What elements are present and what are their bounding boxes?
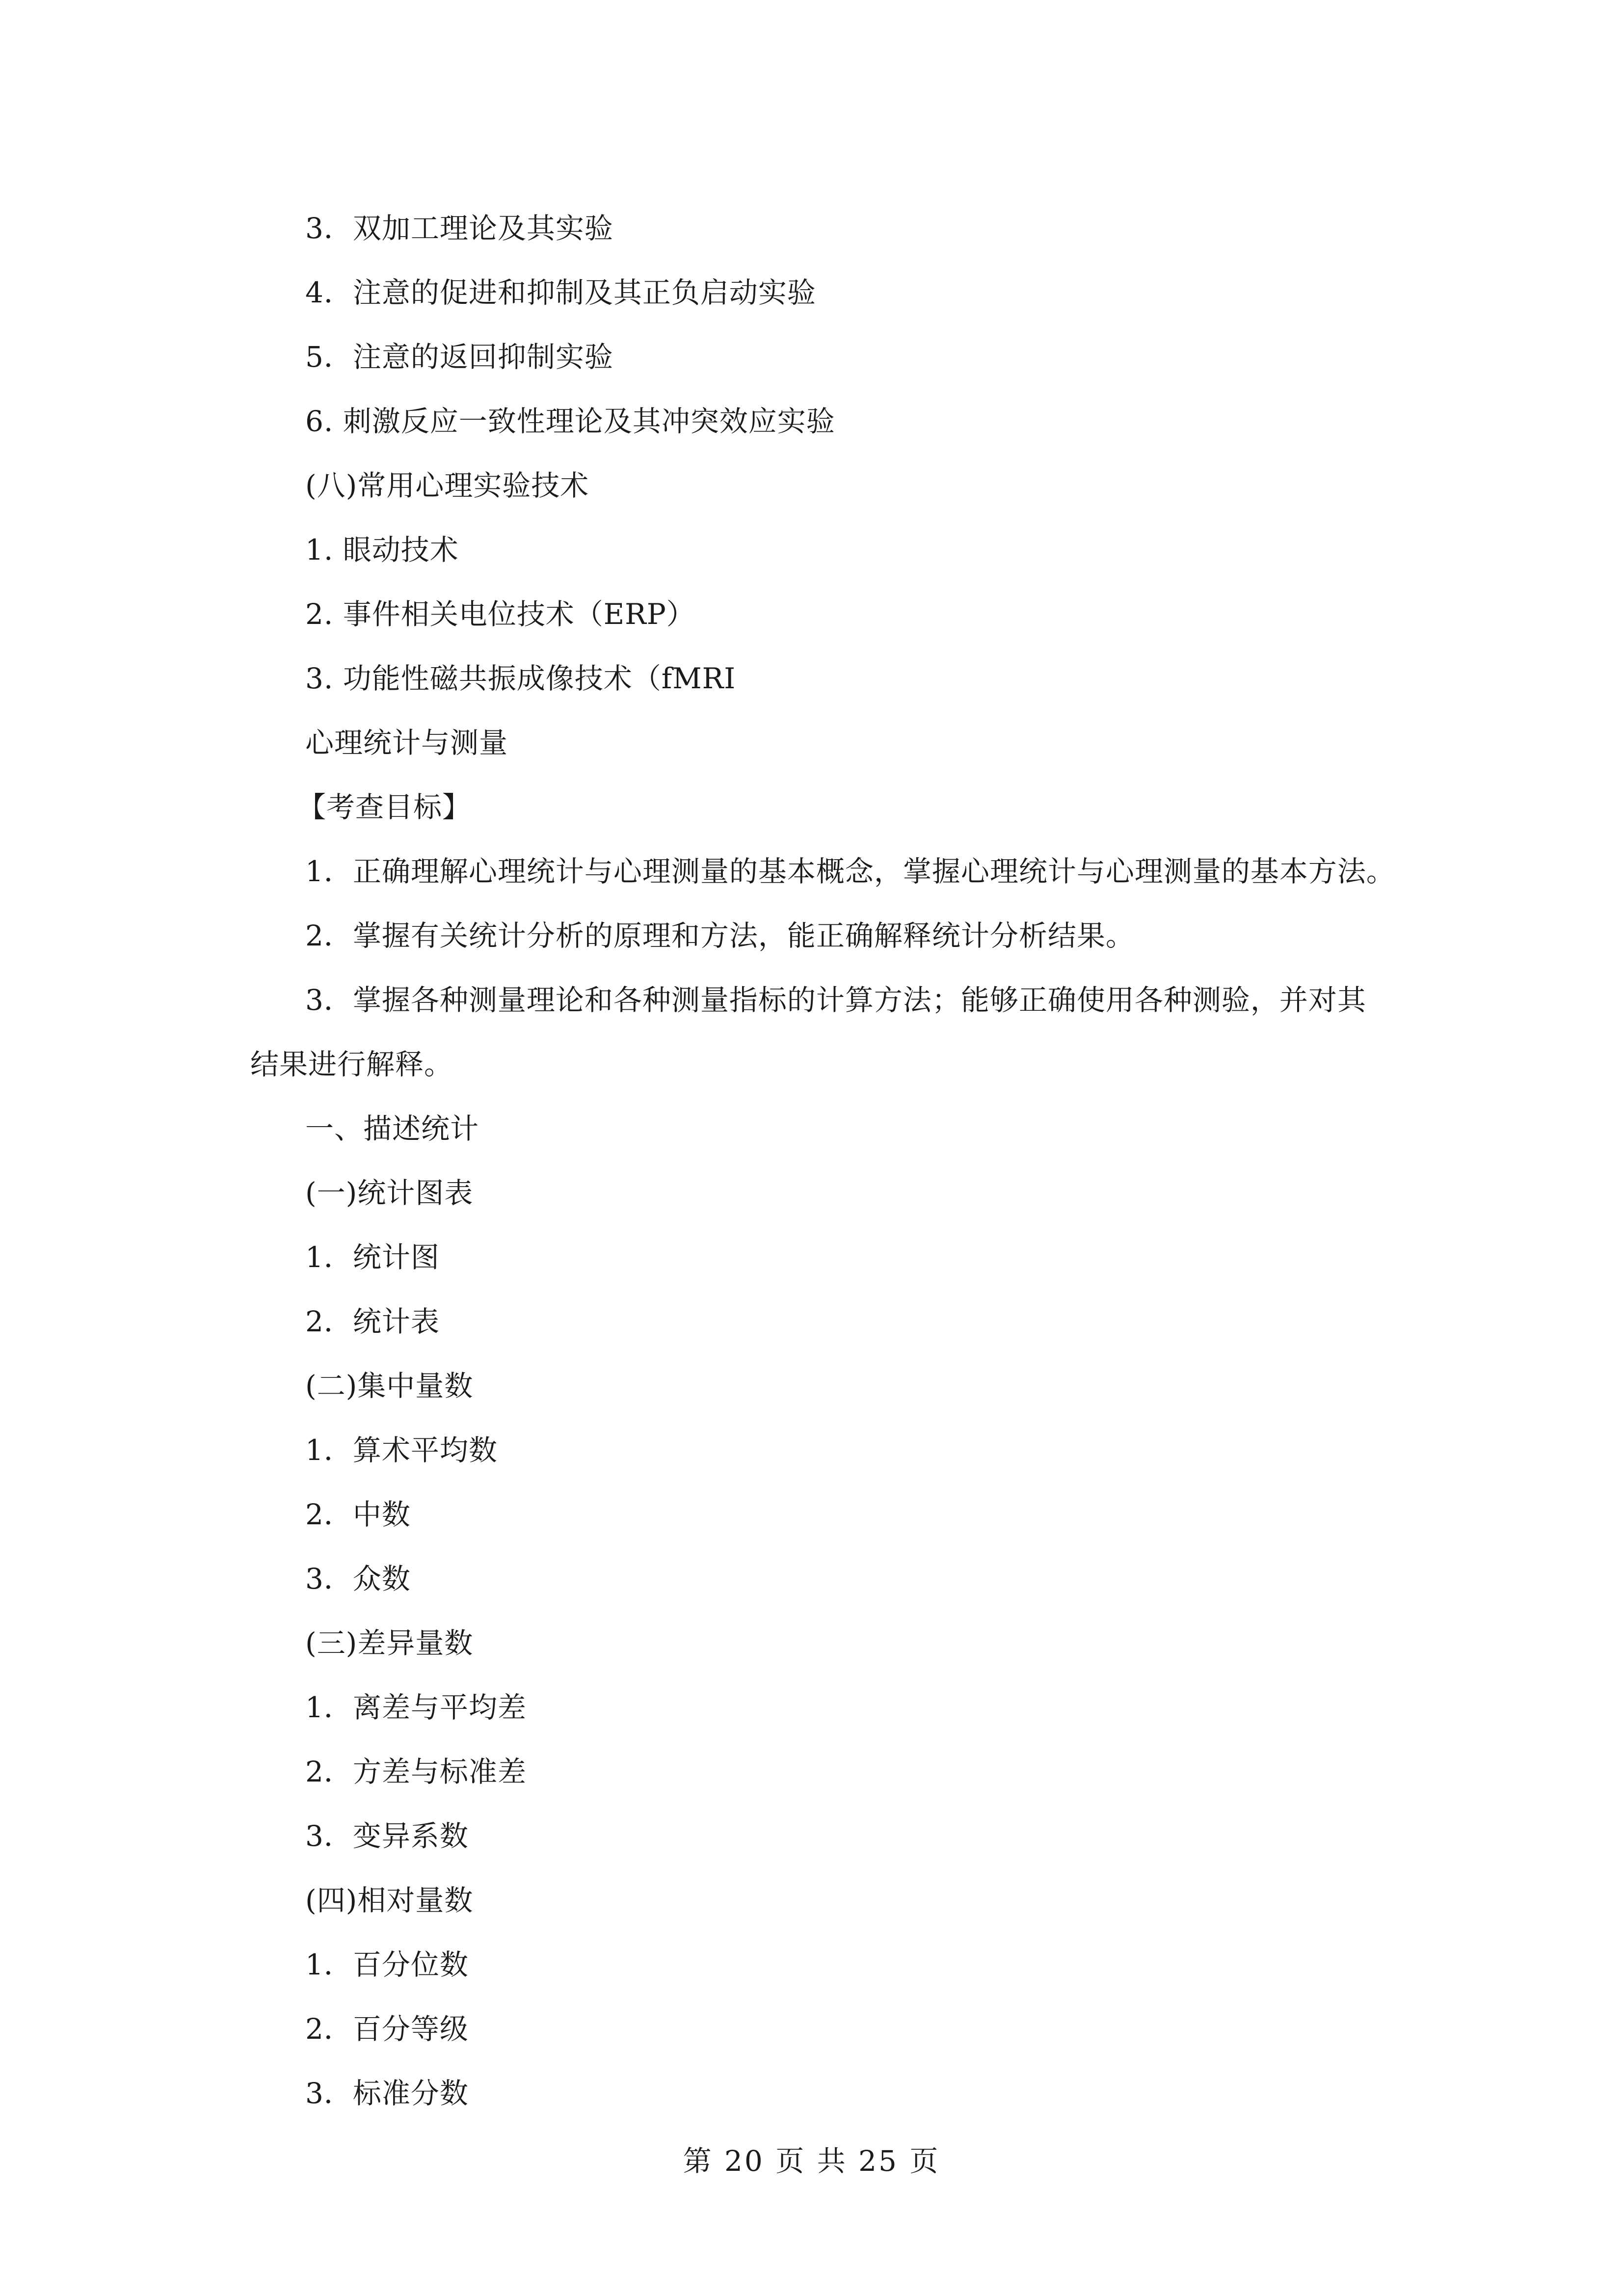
- list-item: 3．双加工理论及其实验: [305, 212, 613, 245]
- list-item: 1．统计图: [305, 1241, 440, 1274]
- section-heading: (一)统计图表: [305, 1176, 474, 1210]
- objective-item: 3．掌握各种测量理论和各种测量指标的计算方法；能够正确使用各种测验，并对其结果进行解释。: [250, 983, 1366, 1081]
- list-item: 4．注意的促进和抑制及其正负启动实验: [305, 276, 816, 309]
- part-heading: 一、描述统计: [305, 1112, 479, 1145]
- list-item: 1．算术平均数: [305, 1433, 498, 1467]
- list-item: 2．统计表: [305, 1305, 440, 1338]
- objectives-heading: 【考查目标】: [297, 790, 472, 824]
- list-item: 1．离差与平均差: [305, 1691, 527, 1724]
- section-heading: (二)集中量数: [305, 1369, 474, 1403]
- list-item: 3．变异系数: [305, 1819, 469, 1853]
- list-item: 2．方差与标准差: [305, 1755, 527, 1788]
- list-item: 6. 刺激反应一致性理论及其冲突效应实验: [305, 405, 835, 438]
- section-heading: (八)常用心理实验技术: [305, 469, 589, 502]
- document-body: [250, 205, 1395, 2134]
- section-heading: (三)差异量数: [305, 1626, 474, 1660]
- list-item: 1．百分位数: [305, 1948, 469, 1981]
- list-item: 5．注意的返回抑制实验: [305, 340, 613, 374]
- objective-item: 1．正确理解心理统计与心理测量的基本概念，掌握心理统计与心理测量的基本方法。: [305, 855, 1395, 888]
- objective-item: 2．掌握有关统计分析的原理和方法，能正确解释统计分析结果。: [305, 919, 1135, 952]
- list-item: 2．中数: [305, 1498, 411, 1531]
- list-item: 2．百分等级: [305, 2012, 469, 2046]
- list-item: 3．众数: [305, 1562, 411, 1595]
- page-number-footer: 第 20 页 共 25 页: [683, 2144, 940, 2178]
- chapter-heading: 心理统计与测量: [305, 726, 508, 759]
- list-item: 1. 眼动技术: [305, 533, 459, 567]
- list-item: 3．标准分数: [305, 2077, 469, 2110]
- section-heading: (四)相对量数: [305, 1884, 474, 1917]
- list-item: 3. 功能性磁共振成像技术（fMRI: [305, 662, 736, 695]
- list-item: 2. 事件相关电位技术（ERP）: [305, 597, 695, 631]
